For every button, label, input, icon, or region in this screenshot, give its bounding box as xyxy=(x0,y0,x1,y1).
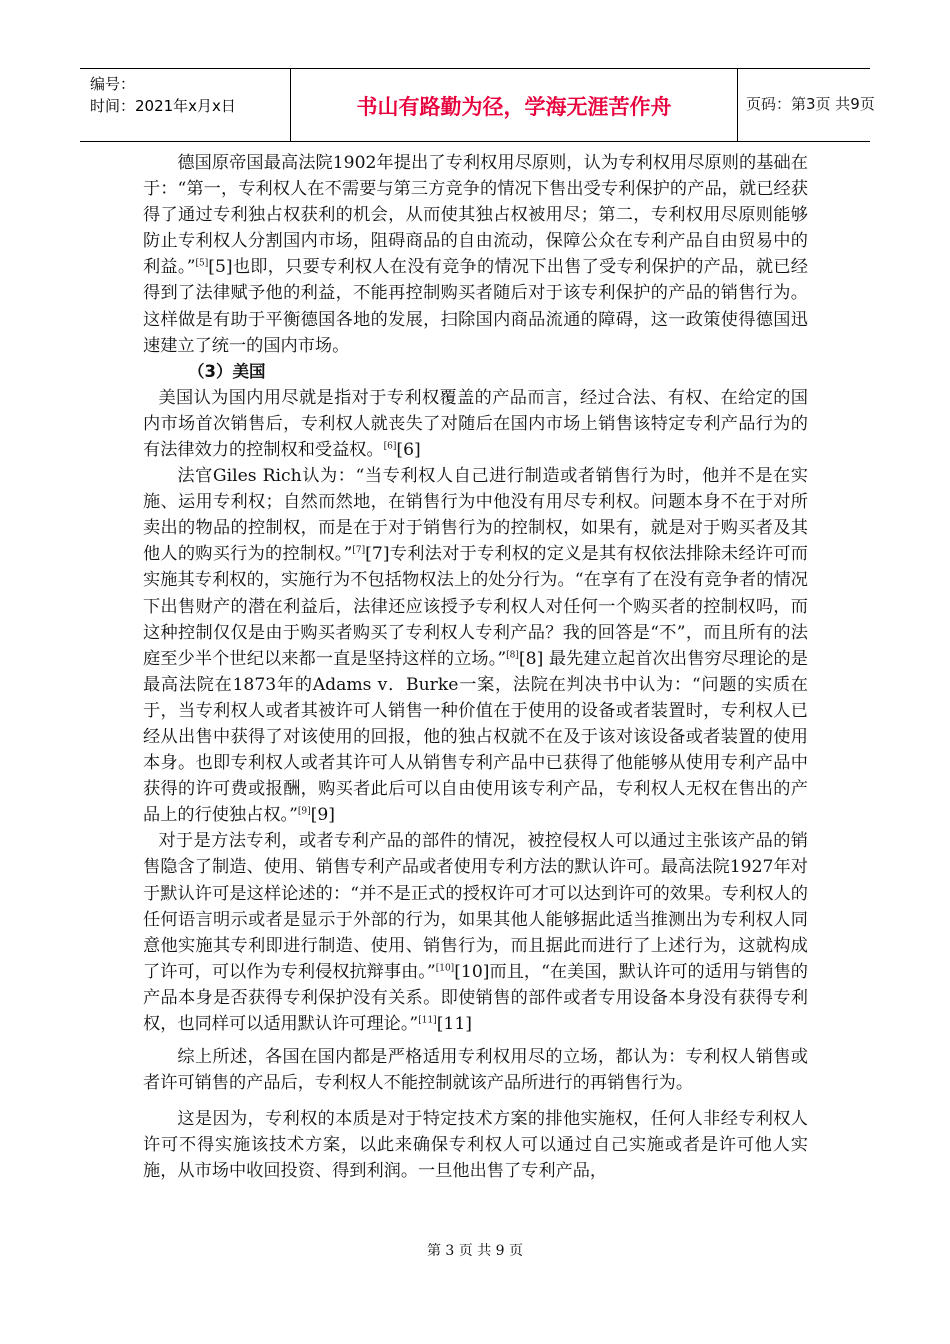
footnote-ref: [10] xyxy=(435,963,455,974)
paragraph-text: [10]而且，“在美国，默认许可的适用与销售的产品本身是否获得专利保护没有关系。即使销售的部件或者专用设备本身没有获得专利权，也同样可以适用默认许可理论。” xyxy=(143,961,808,1034)
paragraph-text: [5]也即，只要专利权人在没有竞争的情况下出售了受专利保护的产品，就已经得到了法律赋予他的利益，不能再控制购买者随后对于该专利保护的产品的销售行为。这样做是有助于平衡德国各地的发展，扫除国内商品流通的障碍，这一政策使得德国迅速建立了统一的国内市场。 xyxy=(143,257,808,356)
paragraph-text: 对于是方法专利，或者专利产品的部件的情况，被控侵权人可以通过主张该产品的销售隐含了制造、使用、销售专利产品或者使用专利方法的默认许可。最高法院1927年对于默认许可是这样论述的：“并不是正式的授权许可才可以达到许可的效果。专利权人的任何语言明示或者是显示于外部的行为，如果其他人能够据此适当推测出为专利权人同意他实施其专利即进行制造、使用、销售行为，而且据此而进行了上述行为，这就构成了许可，可以作为专利侵权抗辩事由。” xyxy=(143,831,808,982)
paragraph-implied-license xyxy=(143,828,808,1037)
paragraph-text: [7]专利法对于专利权的定义是其有权依法排除未经许可而实施其专利权的，实施行为不包括物权法上的处分行为。“在享有了在没有竞争者的情况下出售财产的潜在利益后，法律还应该授予专利权人对任何一个购买者的控制权吗，而这种控制仅仅是由于购买者购买了专利权人专利产品？我的回答是“不”，而且所有的法庭至少半个世纪以来都一直是坚持这样的立场。” xyxy=(143,544,808,669)
paragraph-reason: 这是因为，专利权的本质是对于特定技术方案的排他实施权，任何人非经专利权人许可不得实施该技术方案，以此来确保专利权人可以通过自己实施或者是许可他人实施，从市场中收回投资、得到利润。一旦他出售了专利产品， xyxy=(143,1109,808,1182)
paragraph-text: [11] xyxy=(436,1014,472,1034)
doc-code-label: 编号： xyxy=(90,75,136,93)
footnote-ref: [11] xyxy=(418,1015,437,1026)
doc-time-label: 时间：2021年x月x日 xyxy=(90,97,236,115)
footnote-ref: [7] xyxy=(352,545,366,556)
paragraph-text: [8] 最先建立起首次出售穷尽理论的是最高法院在1873年的Adams v．Burke一案，法院在判决书中认为：“问题的实质在于，当专利权人或者其被许可人销售一种价值在于使用的设备或者装置时，专利权人已经从出售中获得了对该使用的回报，他的独占权就不在及于该对该设备或者装置的使用本身。也即专利权人或者其许可人从销售专利产品中已获得了他能够从使用专利产品中获得的许可费或报酬，购买者此后可以自由使用该专利产品，专利权人无权在售出的产品上的行使独占权。” xyxy=(143,648,808,826)
paragraph-giles-rich xyxy=(143,463,808,828)
header-info-cell xyxy=(80,69,290,141)
header-page-code: 页码：第3页 共9页 xyxy=(746,95,875,113)
document-body xyxy=(143,150,808,1185)
paragraph-text: 美国认为国内用尽就是指对于专利权覆盖的产品而言，经过合法、有权、在给定的国内市场首次销售后，专利权人就丧失了对随后在国内市场上销售该特定专利产品行为的有法律效力的控制权和受益权。 xyxy=(143,387,808,460)
header-page-cell xyxy=(736,69,875,141)
footnote-ref: [5] xyxy=(195,258,209,269)
section-heading-us: （3）美国 xyxy=(188,361,266,381)
paragraph-us-exhaustion xyxy=(143,385,808,463)
footnote-ref: [9] xyxy=(297,806,311,817)
header-slogan: 书山有路勤为径，学海无涯苦作舟 xyxy=(356,95,672,119)
footnote-ref: [6] xyxy=(383,441,397,452)
paragraph-summary: 综上所述，各国在国内都是严格适用专利权用尽的立场，都认为：专利权人销售或者许可销售的产品后，专利权人不能控制就该产品所进行的再销售行为。 xyxy=(143,1047,808,1094)
paragraph-text: 法官Giles Rich认为：“当专利权人自己进行制造或者销售行为时，他并不是在实施、运用专利权；自然而然地，在销售行为中他没有用尽专利权。问题本身不在于对所卖出的物品的控制权，而是在于对于销售行为的控制权，如果有，就是对于购买者及其他人的购买行为的控制权。” xyxy=(143,466,808,565)
paragraph-text: [9] xyxy=(310,805,335,826)
paragraph-germany xyxy=(143,150,808,359)
document-header xyxy=(80,68,875,142)
page-footer: 第 3 页 共 9 页 xyxy=(426,1243,524,1259)
footnote-ref: [8] xyxy=(506,649,519,660)
paragraph-text: [6] xyxy=(396,439,421,460)
paragraph-text: 德国原帝国最高法院1902年提出了专利权用尽原则，认为专利权用尽原则的基础在于：“第一，专利权人在不需要与第三方竞争的情况下售出受专利保护的产品，就已经获得了通过专利独占权获利的机会，从而使其独占权被用尽；第二，专利权用尽原则能够防止专利权人分割国内市场，阻碍商品的自由流动，保障公众在专利产品自由贸易中的利益。” xyxy=(143,153,808,278)
header-slogan-cell xyxy=(290,69,738,141)
